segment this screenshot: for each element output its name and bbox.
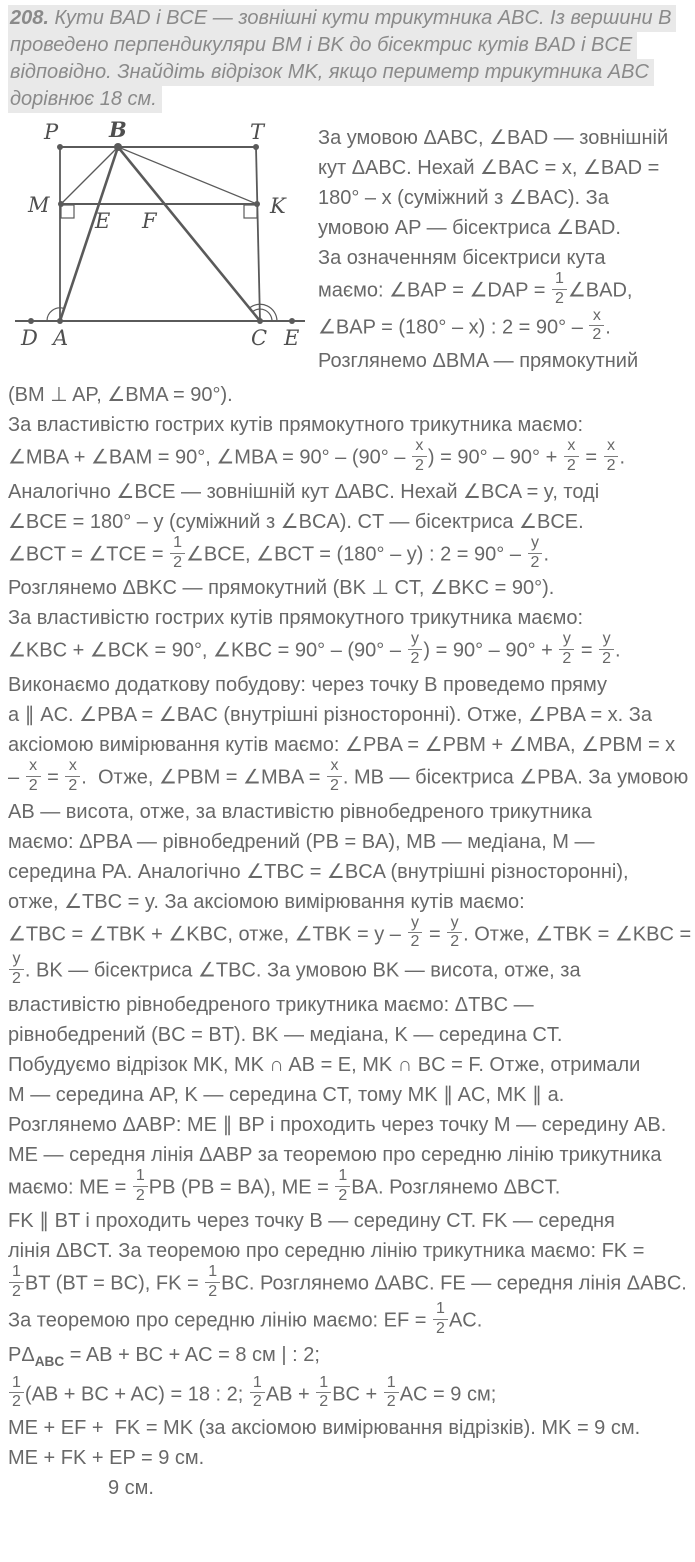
fraction [408, 631, 423, 668]
point-T [253, 144, 259, 150]
text-run: Побудуємо відрізок MK, MK ∩ AB = E, MK ∩ BC = F. Отже, отримали [8, 1053, 641, 1076]
text-run: Виконаємо додаткову побудову: через точку B проведемо пряму [8, 673, 607, 696]
text-run: ∠BAD, [567, 279, 633, 302]
fraction-denominator: 2 [250, 1392, 265, 1411]
fraction-denominator: 2 [528, 553, 543, 572]
point-D [28, 318, 34, 324]
label-E: E [95, 209, 111, 233]
text-run: . [605, 316, 611, 339]
fraction [335, 1168, 350, 1205]
text-run: 180° – x (суміжний з ∠BAC). За [318, 187, 609, 209]
solution-line [8, 1299, 687, 1340]
point-B [114, 143, 122, 151]
text-run: кут ΔABC. Нехай ∠BAC = x, ∠BAD = [318, 157, 660, 179]
solution-line [8, 1020, 687, 1050]
text-run: AC. [448, 1309, 483, 1332]
solution-line [8, 410, 687, 440]
solution-line [8, 1110, 687, 1140]
solution-line [8, 1473, 687, 1503]
solution-line [8, 533, 687, 574]
point-P [57, 144, 63, 150]
right-angle-mark-M [61, 205, 74, 218]
text-run: BA. Розглянемо ΔBCT. [351, 1176, 561, 1199]
solution-line [8, 1263, 687, 1303]
fraction [327, 758, 342, 795]
fraction-numerator: y [450, 913, 459, 931]
text-run: . BK — бісектриса ∠TBC. За умовою BK — висота, отже, за [24, 959, 581, 982]
solution-line [8, 380, 687, 410]
solution-line [318, 183, 668, 213]
text-run: M — середина AP, K — середина CT, тому MK ∥ AC, MK ∥ а. [8, 1083, 565, 1106]
text-run: . MB — бісектриса ∠PBA. За умовою [342, 766, 689, 789]
line-BA [60, 147, 118, 321]
text-run: BC. Розглянемо ΔABC. FE — середня лінія ΔABC. [221, 1272, 687, 1295]
fraction-numerator: 1 [386, 1373, 396, 1391]
fraction [604, 438, 619, 475]
fraction-numerator: x [68, 756, 77, 774]
problem-text: Кути BAD і BCE — зовнішні кути трикутника ABC. Із вершини B [48, 7, 672, 29]
fraction [447, 915, 462, 952]
fraction-numerator: x [415, 437, 424, 455]
solution-line [8, 1140, 687, 1170]
fraction-denominator: 2 [9, 1392, 24, 1411]
text-run: а ∥ AC. ∠PBA = ∠BAC (внутрішні різносторонні). Отже, ∠PBA = x. За [8, 703, 652, 726]
text-run: = [579, 446, 603, 469]
fraction-numerator: y [602, 630, 611, 648]
fraction [65, 758, 80, 795]
fraction [599, 631, 614, 668]
text-run: властивістю рівнобедреного трикутника маємо: ΔTBC — [8, 993, 534, 1016]
text-run: Розглянемо ΔBMA — прямокутний [318, 350, 639, 373]
fraction-numerator: y [562, 630, 571, 648]
fraction-denominator: 2 [205, 1282, 220, 1301]
label-B: B [109, 121, 127, 142]
text-run: = [41, 766, 65, 789]
text-run: FK ∥ BT і проходить через точку B — середину CT. FK — середня [8, 1210, 615, 1233]
text-run: ) = 90° – 90° + [427, 446, 563, 469]
solution-line [8, 670, 687, 700]
text-run: За властивістю гострих кутів прямокутного трикутника маємо: [8, 607, 584, 630]
fraction [559, 631, 574, 668]
fraction-denominator: 2 [447, 932, 462, 951]
text-run: ∠MBA + ∠BAM = 90°, ∠MBA = 90° – (90° – [8, 446, 411, 469]
label-K: K [270, 194, 286, 218]
text-run: PB (PB = BA), ME = [148, 1176, 335, 1199]
solution-line [8, 1340, 687, 1377]
fraction [9, 1375, 24, 1412]
solution-line [8, 630, 687, 670]
solution-main-text [8, 380, 692, 1503]
subscript: ABC [34, 1353, 65, 1369]
fraction-denominator: 2 [133, 1186, 148, 1205]
fraction-denominator: 2 [384, 1392, 399, 1411]
fraction-numerator: y [12, 950, 21, 968]
fraction [133, 1168, 148, 1205]
problem-statement [8, 5, 687, 113]
problem-line [8, 59, 687, 86]
problem-text: проведено перпендикуляри BM і BK до бісектрис кутів BAD і BCE [8, 32, 637, 59]
point-E-outer [289, 318, 295, 324]
problem-text: відповідно. Знайдіть відрізок MK, якщо периметр трикутника ABC [8, 59, 654, 86]
text-run: ∠KBC + ∠BCK = 90°, ∠KBC = 90° – (90° – [8, 639, 407, 662]
problem-line [8, 5, 687, 32]
fraction [412, 438, 427, 475]
text-run: маємо: ΔPBA — рівнобедрений (PB = BA), MB — медіана, M — [8, 830, 595, 853]
solution-line [8, 1080, 687, 1110]
solution-line [8, 1206, 687, 1236]
solution-line [318, 306, 668, 347]
solution-line [8, 1443, 687, 1473]
line-CT-bisector [256, 147, 260, 321]
solution-line [8, 730, 687, 760]
fraction-denominator: 2 [604, 456, 619, 475]
fraction [384, 1375, 399, 1412]
text-run: (AB + BC + AC) = 18 : 2; [24, 1383, 249, 1406]
text-run: лінія ΔBCT. За теоремою про середню лінію трикутника маємо: FK = [8, 1240, 645, 1263]
fraction-denominator: 2 [559, 649, 574, 668]
text-run: Аналогічно ∠BCE — зовнішній кут ΔABC. Нехай ∠BCA = y, тоді [8, 480, 600, 503]
fraction-denominator: 2 [9, 969, 24, 988]
fraction-numerator: x [607, 437, 616, 455]
text-run: За означенням бісектриси кута [318, 247, 606, 269]
fraction-numerator: y [530, 533, 539, 551]
text-run: PΔ [8, 1343, 35, 1366]
text-run: ∠BCE = 180° – y (суміжний з ∠BCA). CT — бісектриса ∠BCE. [8, 510, 584, 533]
point-M [58, 201, 64, 207]
geometry-figure [8, 121, 318, 374]
label-D: D [21, 326, 38, 350]
label-T: T [250, 121, 265, 144]
text-run: умовою AP — бісектриса ∠BAD. [318, 217, 621, 239]
fraction [433, 1301, 448, 1338]
text-run: ∠TBC = ∠TBK + ∠KBC, отже, ∠TBK = y – [8, 923, 407, 946]
problem-line [8, 32, 687, 59]
text-run: Розглянемо ΔBKC — прямокутний (BK ⊥ CT, ∠BKC = 90°). [8, 577, 555, 600]
fraction-denominator: 2 [408, 932, 423, 951]
text-run: AC = 9 см; [399, 1383, 497, 1406]
solution-line [8, 887, 687, 917]
solution-line [318, 346, 668, 376]
fraction-numerator: 1 [208, 1263, 218, 1281]
fraction [589, 308, 604, 345]
label-F: F [142, 209, 157, 233]
solution-line [8, 437, 687, 477]
text-run: . [619, 446, 626, 469]
text-run: За умовою ΔABC, ∠BAD — зовнішній [318, 127, 669, 149]
text-run: маємо: ME = [8, 1176, 132, 1199]
fraction-numerator: 1 [12, 1373, 21, 1391]
solution-line [8, 573, 687, 603]
point-K [254, 201, 260, 207]
text-run: отже, ∠TBC = y. За аксіомою вимірювання кутів маємо: [8, 890, 525, 913]
fraction [528, 535, 543, 572]
fraction-numerator: 1 [135, 1166, 145, 1184]
text-run: середина PA. Аналогічно ∠TBC = ∠BCA (внутрішні різносторонні), [8, 860, 629, 883]
figure-svg [8, 121, 313, 369]
solution-line [8, 1166, 687, 1207]
text-run: ME + FK + EP = 9 см. [8, 1447, 205, 1470]
text-run: 9 см. [108, 1477, 154, 1500]
fraction-numerator: 1 [12, 1263, 21, 1281]
solution-line [8, 1373, 687, 1414]
text-run: маємо: ∠BAP = ∠DAP = [318, 279, 551, 302]
text-run: AB + [265, 1383, 316, 1406]
solution-line [318, 270, 668, 310]
fraction [170, 535, 185, 572]
text-run: . [615, 639, 621, 662]
text-run: . Отже, ∠TBK = ∠KBC = [463, 923, 692, 946]
fraction-numerator: x [567, 437, 576, 455]
fraction [205, 1264, 220, 1301]
text-run: ∠BCE, ∠BCT = (180° – y) : 2 = 90° – [186, 543, 527, 566]
solution-line [318, 123, 668, 153]
solution-line [8, 950, 687, 990]
fraction [9, 951, 24, 988]
fraction-denominator: 2 [65, 776, 80, 795]
fraction-denominator: 2 [327, 776, 342, 795]
fraction [564, 438, 579, 475]
fraction [9, 1264, 24, 1301]
fraction [26, 758, 41, 795]
text-run: BC + [332, 1383, 383, 1406]
label-M: M [28, 193, 50, 217]
fraction-denominator: 2 [433, 1319, 448, 1338]
text-run: (BM ⊥ AP, ∠BMA = 90°). [8, 384, 233, 407]
text-run: ME + EF + FK = MK (за аксіомою вимірювання відрізків). MK = 9 см. [8, 1417, 641, 1440]
solution-line [318, 213, 668, 243]
text-run: За теоремою про середню лінію маємо: EF = [8, 1309, 433, 1332]
fraction [408, 915, 423, 952]
fraction-numerator: 1 [173, 533, 182, 551]
text-run: – [8, 766, 25, 789]
problem-text: дорівнює 18 см. [8, 86, 162, 113]
text-run: ∠BAP = (180° – x) : 2 = 90° – [318, 316, 589, 339]
solution-line [8, 756, 689, 797]
fraction-denominator: 2 [552, 289, 567, 308]
fraction-denominator: 2 [170, 553, 185, 572]
problem-line [8, 86, 687, 113]
fraction-denominator: 2 [316, 1392, 331, 1411]
point-A [57, 318, 63, 324]
fraction-numerator: 1 [338, 1166, 348, 1184]
text-run: . Отже, ∠PBM = ∠MBA = [81, 766, 326, 789]
text-run: = [423, 923, 447, 946]
solution-line [8, 1413, 687, 1443]
solution-line [8, 827, 687, 857]
text-run: BT (BT = BC), FK = [24, 1272, 205, 1295]
solution-line [318, 153, 668, 183]
solution-line [8, 507, 687, 537]
solution-line [318, 243, 668, 273]
solution-line [8, 1236, 687, 1266]
text-run: ) = 90° – 90° + [423, 639, 559, 662]
fraction-numerator: 1 [252, 1373, 262, 1391]
right-angle-mark-K [244, 205, 257, 218]
problem-number: 208. [10, 7, 49, 29]
point-C [257, 318, 263, 324]
fraction-denominator: 2 [589, 325, 604, 344]
fraction-denominator: 2 [408, 649, 423, 668]
fraction [316, 1375, 331, 1412]
solution-line [8, 603, 687, 633]
fraction-numerator: x [29, 756, 38, 774]
fraction-numerator: 1 [436, 1299, 445, 1317]
text-run: ∠BCT = ∠TCE = [8, 543, 170, 566]
solution-line [8, 477, 687, 507]
fraction-denominator: 2 [564, 456, 579, 475]
line-BK [118, 147, 257, 204]
text-run: = [575, 639, 599, 662]
fraction-numerator: y [410, 913, 419, 931]
fraction-numerator: x [592, 306, 601, 324]
fraction-denominator: 2 [599, 649, 614, 668]
text-run: AB — висота, отже, за властивістю рівнобедреного трикутника [8, 800, 592, 823]
fraction-denominator: 2 [335, 1186, 350, 1205]
text-run: За властивістю гострих кутів прямокутного трикутника маємо: [8, 414, 584, 437]
solution-line [8, 700, 687, 730]
label-C: C [251, 326, 268, 350]
fraction-denominator: 2 [26, 776, 41, 795]
fraction-numerator: y [410, 630, 419, 648]
solution-line [8, 797, 687, 827]
text-run: . [543, 543, 549, 566]
label-E2: E [284, 326, 300, 350]
fraction [250, 1375, 265, 1412]
fraction [552, 271, 567, 308]
text-run: аксіомою вимірювання кутів маємо: ∠PBA = ∠PBM + ∠MBA, ∠PBM = x [8, 733, 676, 756]
fraction-numerator: 1 [319, 1373, 329, 1391]
fraction-denominator: 2 [412, 456, 427, 475]
text-run: = AB + BC + AC = 8 см | : 2; [64, 1343, 320, 1366]
line-BC [118, 147, 260, 321]
text-run: рівнобедрений (BC = BT). BK — медіана, K — середина CT. [8, 1023, 563, 1046]
label-P: P [44, 121, 59, 144]
solution-line [8, 857, 687, 887]
fraction-denominator: 2 [9, 1282, 24, 1301]
solution-side-text [318, 121, 668, 376]
fraction-numerator: x [330, 756, 339, 774]
label-A: A [53, 326, 69, 350]
fraction-numerator: 1 [554, 270, 564, 287]
text-run: Розглянемо ΔABP: ME ∥ BP і проходить через точку M — середину AB. [8, 1113, 667, 1136]
solution-line [8, 1050, 687, 1080]
solution-line [8, 990, 687, 1020]
text-run: ME — середня лінія ΔABP за теоремою про середню лінію трикутника [8, 1143, 662, 1166]
solution-line [8, 913, 692, 954]
